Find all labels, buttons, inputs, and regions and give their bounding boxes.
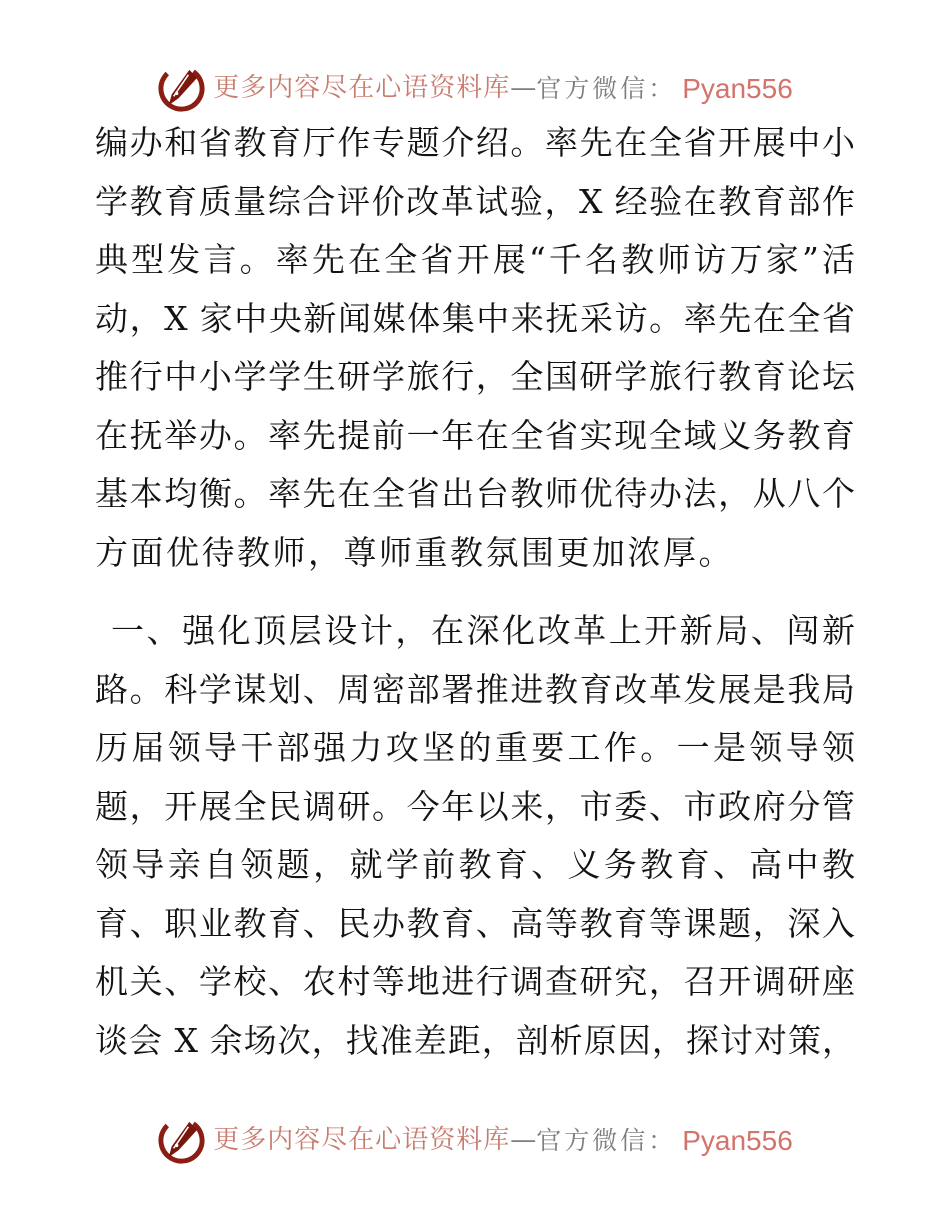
paragraph: [95, 114, 855, 582]
text-line: 育、职业教育、民办教育、高等教育等课题，深入: [95, 903, 855, 943]
text-line: 历届领导干部强力攻坚的重要工作。一是领导领: [95, 728, 855, 767]
brand-dash: —: [510, 1125, 537, 1155]
text-line: 题，开展全民调研。今年以来，市委、市政府分管: [95, 786, 855, 826]
text-line: 基本均衡。率先在全省出台教师优待办法，从八个: [95, 474, 855, 513]
paragraph: [95, 602, 855, 1070]
text-line: 在抚举办。率先提前一年在全省实现全域义务教育: [95, 415, 855, 455]
header-watermark: [0, 64, 950, 113]
wechat-label: 官方微信：: [536, 74, 677, 103]
text-line: 方面优待教师，尊师重教氛围更加浓厚。: [95, 532, 734, 572]
pen-swirl-logo-icon: [157, 1116, 206, 1165]
text-line: 学教育质量综合评价改革试验，X 经验在教育部作: [95, 181, 855, 221]
pen-swirl-logo-icon: [157, 64, 206, 113]
wechat-label: 官方微信：: [536, 1126, 677, 1155]
text-line: 领导亲自领题，就学前教育、义务教育、高中教: [95, 845, 855, 884]
text-line: 谈会 X 余场次，找准差距，剖析原因，探讨对策，: [95, 1020, 855, 1060]
brand-dash: —: [510, 73, 537, 103]
document-body: [95, 114, 855, 1070]
brand-slogan: 更多内容尽在心语资料库: [213, 1125, 511, 1155]
text-line: 典型发言。率先在全省开展“千名教师访万家”活: [95, 240, 855, 279]
text-line: 一、强化顶层设计，在深化改革上开新局、闯新: [111, 611, 855, 650]
wechat-id: Pyan556: [682, 1125, 793, 1156]
text-line: 机关、学校、农村等地进行调查研究，召开调研座: [95, 962, 855, 1001]
footer-watermark: [0, 1116, 950, 1165]
brand-slogan: 更多内容尽在心语资料库: [213, 73, 511, 103]
text-line: 动，X 家中央新闻媒体集中来抚采访。率先在全省: [95, 298, 855, 338]
wechat-id: Pyan556: [682, 73, 793, 104]
text-line: 推行中小学学生研学旅行，全国研学旅行教育论坛: [95, 357, 855, 396]
text-line: 编办和省教育厅作专题介绍。率先在全省开展中小: [95, 123, 855, 162]
text-line: 路。科学谋划、周密部署推进教育改革发展是我局: [95, 669, 855, 709]
